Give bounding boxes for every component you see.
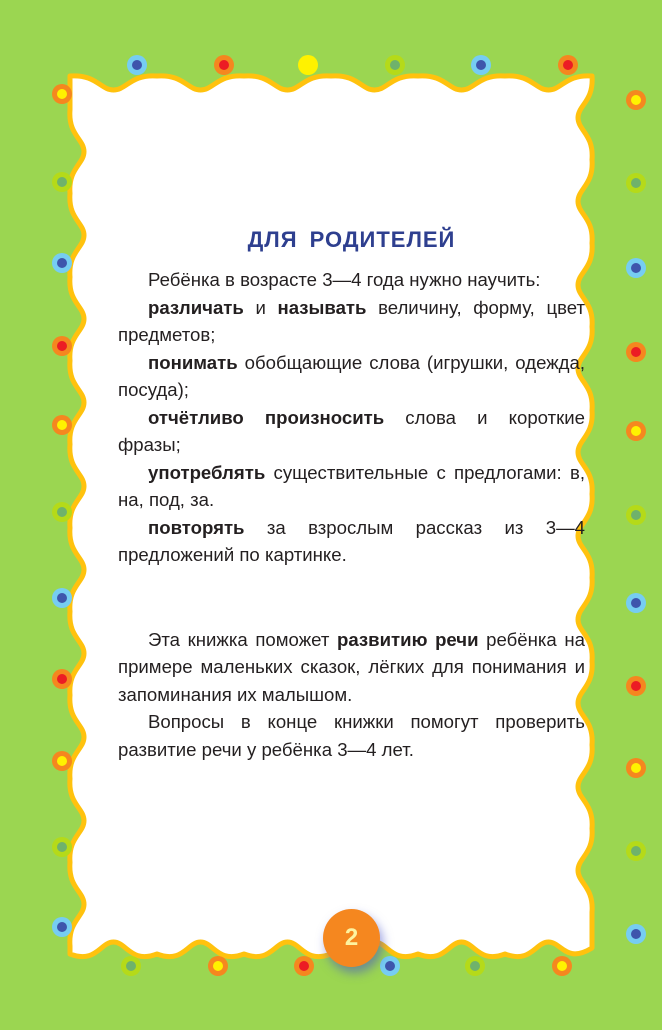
decorative-dot-icon [121, 956, 141, 976]
dot-core [631, 846, 641, 856]
dot-core [57, 756, 67, 766]
skill-keyword: повторять [148, 516, 245, 538]
paragraph-gap [118, 569, 585, 626]
decorative-dot-icon [626, 90, 646, 110]
decorative-dot-icon [214, 55, 234, 75]
decorative-dot-icon [626, 421, 646, 441]
decorative-dot-icon [626, 924, 646, 944]
dot-core [57, 674, 67, 684]
dot-core [57, 89, 67, 99]
skill-item: понимать обобщающие слова (игрушки, одежда, посуда); [118, 351, 585, 400]
decorative-dot-icon [626, 505, 646, 525]
decorative-dot-icon [52, 172, 72, 192]
skill-keyword: называть [277, 296, 367, 318]
decorative-dot-icon [626, 841, 646, 861]
page-title: ДЛЯ РОДИТЕЛЕЙ [247, 227, 456, 252]
dot-core [57, 420, 67, 430]
decorative-dot-icon [626, 676, 646, 696]
dot-core [219, 60, 229, 70]
decorative-dot-icon [294, 956, 314, 976]
decorative-dot-icon [52, 917, 72, 937]
skill-item: отчётливо произносить слова и короткие фразы; [118, 406, 585, 455]
skill-keyword: понимать [148, 351, 238, 373]
page-bottom-edge [0, 1030, 662, 1034]
skill-keyword: употреблять [148, 461, 266, 483]
dot-core [631, 598, 641, 608]
dot-core [57, 177, 67, 187]
dot-core [57, 842, 67, 852]
dot-core [631, 929, 641, 939]
decorative-dot-icon [52, 415, 72, 435]
dot-core [631, 347, 641, 357]
dot-core [126, 961, 136, 971]
dot-core [303, 60, 313, 70]
dot-core [631, 95, 641, 105]
dot-core [57, 341, 67, 351]
questions-paragraph: Вопросы в конце книжки помогут проверить развитие речи у ребёнка 3—4 лет. [118, 711, 585, 760]
page-number-badge [323, 909, 380, 967]
skill-item: употреблять существительные с предлогами: в, на, под, за. [118, 461, 585, 510]
decorative-dot-icon [626, 342, 646, 362]
parents-note [118, 226, 585, 763]
skill-keyword: различать [148, 296, 244, 318]
dot-core [390, 60, 400, 70]
decorative-dot-icon [208, 956, 228, 976]
skill-item: различать и называть величину, форму, цвет предметов; [118, 296, 586, 345]
decorative-dot-icon [380, 956, 400, 976]
decorative-dot-icon [52, 588, 72, 608]
decorative-dot-icon [52, 253, 72, 273]
dot-core [57, 593, 67, 603]
dot-core [132, 60, 142, 70]
decorative-dot-icon [385, 55, 405, 75]
dot-core [385, 961, 395, 971]
dot-core [213, 961, 223, 971]
decorative-dot-icon [626, 758, 646, 778]
decorative-dot-icon [127, 55, 147, 75]
dot-core [557, 961, 567, 971]
decorative-dot-icon [626, 593, 646, 613]
decorative-dot-icon [471, 55, 491, 75]
decorative-dot-icon [52, 669, 72, 689]
decorative-dot-icon [52, 502, 72, 522]
decorative-dot-icon [626, 173, 646, 193]
page-number: 2 [344, 924, 359, 951]
dot-core [631, 681, 641, 691]
dot-core [299, 961, 309, 971]
decorative-dot-icon [52, 84, 72, 104]
decorative-dot-icon [52, 751, 72, 771]
dot-core [57, 507, 67, 517]
dot-core [631, 426, 641, 436]
dot-core [631, 178, 641, 188]
dot-core [57, 258, 67, 268]
intro-paragraph: Ребёнка в возрасте 3—4 года нужно научить: [148, 269, 541, 290]
about-keyword: развитию речи [337, 628, 479, 650]
dot-core [631, 763, 641, 773]
skill-keyword: отчётливо произносить [148, 406, 385, 428]
dot-core [631, 510, 641, 520]
about-paragraph: Эта книжка поможет развитию речи ребёнка на примере маленьких сказок, лёгких для понимания и запоминания их малышом. [118, 628, 586, 705]
decorative-dot-icon [298, 55, 318, 75]
decorative-dot-icon [52, 837, 72, 857]
dot-core [563, 60, 573, 70]
skill-item: повторять за взрослым рассказ из 3—4 предложений по картинке. [118, 516, 585, 565]
dot-core [476, 60, 486, 70]
dot-core [631, 263, 641, 273]
decorative-dot-icon [465, 956, 485, 976]
decorative-dot-icon [552, 956, 572, 976]
dot-core [470, 961, 480, 971]
decorative-dot-icon [626, 258, 646, 278]
dot-core [57, 922, 67, 932]
decorative-dot-icon [558, 55, 578, 75]
decorative-dot-icon [52, 336, 72, 356]
